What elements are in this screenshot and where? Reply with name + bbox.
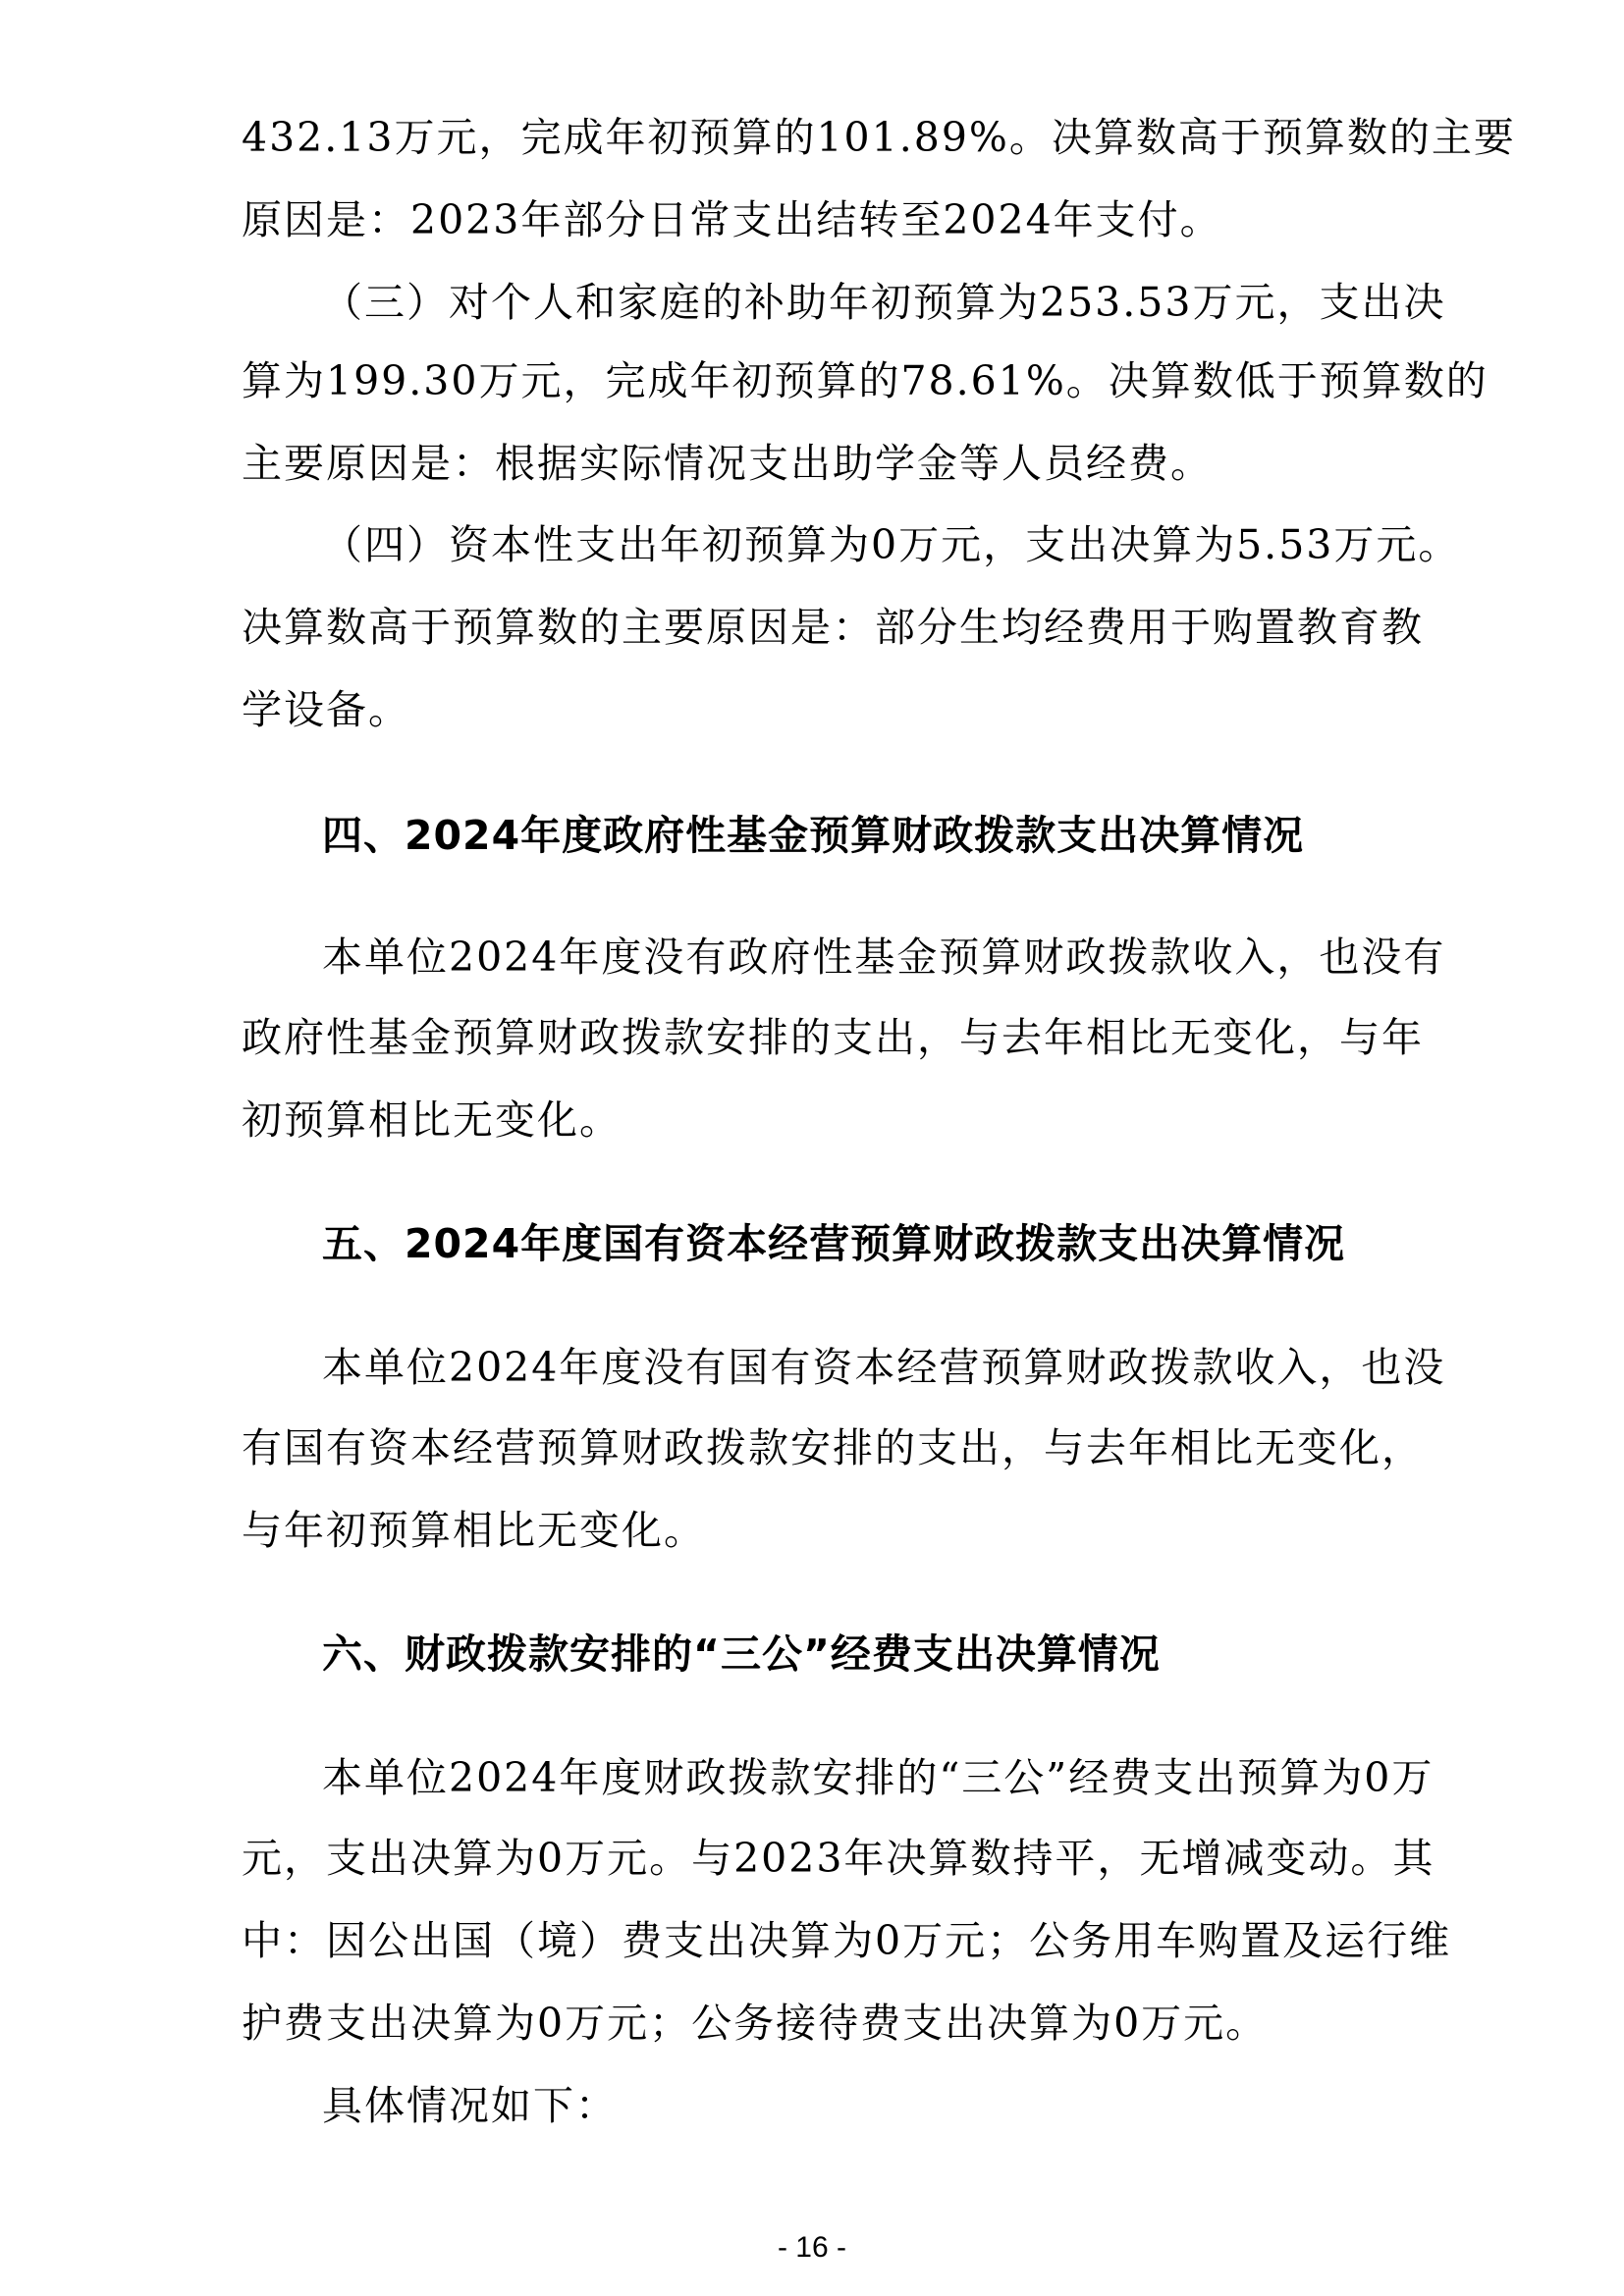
paragraph-line: 政府性基金预算财政拨款安排的支出，与去年相比无变化，与年: [242, 1014, 1424, 1061]
paragraph-line: 中：因公出国（境）费支出决算为0万元；公务用车购置及运行维: [242, 1917, 1452, 1964]
paragraph-line: （三）对个人和家庭的补助年初预算为253.53万元，支出决: [322, 279, 1446, 326]
paragraph-line: 学设备。: [242, 686, 410, 733]
paragraph-line: 有国有资本经营预算财政拨款安排的支出，与去年相比无变化，: [242, 1424, 1424, 1471]
paragraph-line: 护费支出决算为0万元；公务接待费支出决算为0万元。: [242, 2000, 1269, 2047]
page-number: - 16 -: [777, 2231, 847, 2264]
paragraph-line: 初预算相比无变化。: [242, 1096, 622, 1144]
paragraph-line: 432.13万元，完成年初预算的101.89%。决算数高于预算数的主要: [242, 114, 1516, 161]
paragraph-line: （四）资本性支出年初预算为0万元，支出决算为5.53万元。: [322, 521, 1461, 568]
paragraph-line: 算为199.30万元，完成年初预算的78.61%。决算数低于预算数的: [242, 357, 1489, 404]
section-heading: 五、2024年度国有资本经营预算财政拨款支出决算情况: [322, 1220, 1346, 1267]
paragraph-line: 决算数高于预算数的主要原因是：部分生均经费用于购置教育教: [242, 604, 1424, 651]
section-heading: 六、财政拨款安排的“三公”经费支出决算情况: [322, 1630, 1161, 1678]
paragraph-line: 本单位2024年度没有政府性基金预算财政拨款收入，也没有: [322, 934, 1446, 981]
paragraph-line: 具体情况如下：: [322, 2082, 618, 2129]
paragraph-line: 原因是：2023年部分日常支出结转至2024年支付。: [242, 196, 1222, 243]
paragraph-line: 本单位2024年度财政拨款安排的“三公”经费支出预算为0万: [322, 1754, 1435, 1801]
paragraph-line: 主要原因是：根据实际情况支出助学金等人员经费。: [242, 440, 1213, 487]
paragraph-line: 元，支出决算为0万元。与2023年决算数持平，无增减变动。其: [242, 1835, 1435, 1882]
paragraph-line: 与年初预算相比无变化。: [242, 1507, 706, 1554]
section-heading: 四、2024年度政府性基金预算财政拨款支出决算情况: [322, 812, 1305, 859]
paragraph-line: 本单位2024年度没有国有资本经营预算财政拨款收入，也没: [322, 1344, 1446, 1391]
